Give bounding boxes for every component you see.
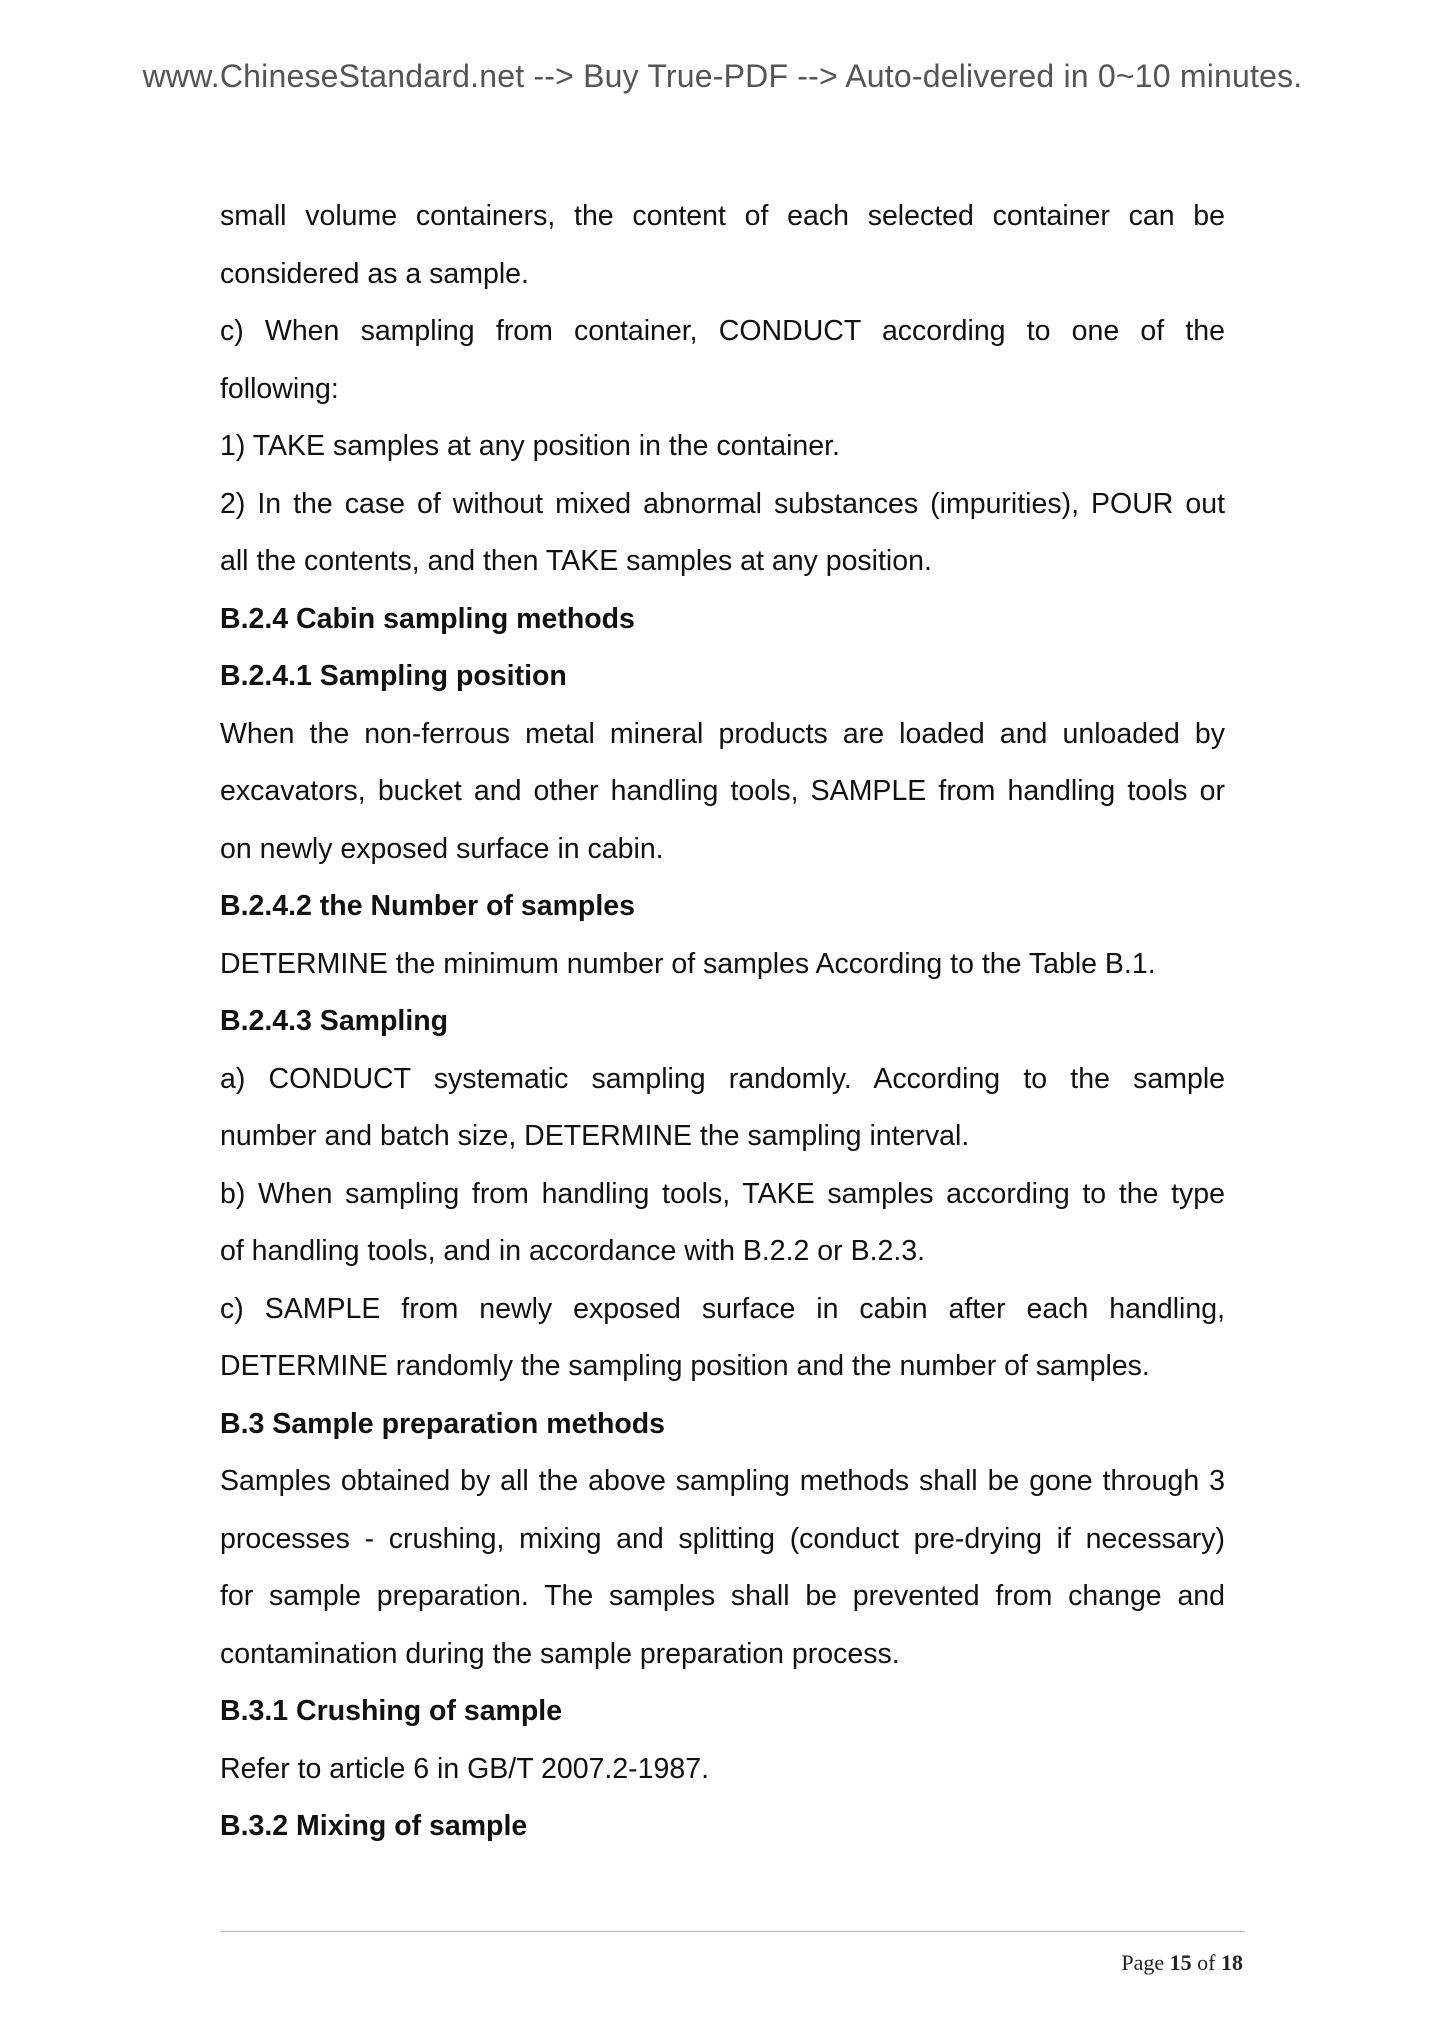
section-heading-b-2-4-3: B.2.4.3 Sampling <box>220 1005 449 1037</box>
body-line: following: <box>220 372 339 405</box>
page-label: Page <box>1121 1950 1165 1975</box>
body-line: for sample preparation. The samples shall be prevented from change and <box>220 1580 1225 1612</box>
current-page-number: 15 <box>1169 1950 1192 1975</box>
body-line: When the non-ferrous metal mineral products are loaded and unloaded by <box>220 717 1225 750</box>
body-line: a) CONDUCT systematic sampling randomly. According to the sample <box>220 1062 1225 1095</box>
body-line: small volume containers, the content of each selected container can be <box>220 200 1225 232</box>
body-line: 1) TAKE samples at any position in the container. <box>220 430 840 462</box>
page-header-banner: www.ChineseStandard.net --> Buy True-PDF --> Auto-delivered in 0~10 minutes. <box>142 58 1303 94</box>
body-line: excavators, bucket and other handling tools, SAMPLE from handling tools or <box>220 775 1225 807</box>
section-heading-b-3: B.3 Sample preparation methods <box>220 1407 666 1440</box>
body-line: considered as a sample. <box>220 257 529 290</box>
body-line: contamination during the sample preparation process. <box>220 1637 900 1670</box>
page-number-footer <box>1121 1950 1243 1976</box>
section-heading-b-2-4-1: B.2.4.1 Sampling position <box>220 660 567 692</box>
body-line: c) When sampling from container, CONDUCT according to one of the <box>220 315 1225 347</box>
section-heading-b-3-1: B.3.1 Crushing of sample <box>220 1695 563 1727</box>
document-body <box>220 188 1225 1856</box>
total-page-count: 18 <box>1221 1950 1243 1975</box>
body-line: Samples obtained by all the above sampling methods shall be gone through 3 <box>220 1465 1225 1497</box>
body-line: number and batch size, DETERMINE the sampling interval. <box>220 1120 970 1152</box>
body-line: DETERMINE the minimum number of samples According to the Table B.1. <box>220 947 1156 980</box>
body-line: b) When sampling from handling tools, TAKE samples according to the type <box>220 1177 1225 1210</box>
body-line: all the contents, and then TAKE samples at any position. <box>220 545 932 577</box>
body-line: Refer to article 6 in GB/T 2007.2-1987. <box>220 1752 709 1785</box>
section-heading-b-2-4-2: B.2.4.2 the Number of samples <box>220 890 635 922</box>
footer-divider <box>220 1931 1245 1932</box>
body-line: of handling tools, and in accordance with B.2.2 or B.2.3. <box>220 1235 926 1267</box>
body-line: processes - crushing, mixing and splitting (conduct pre-drying if necessary) <box>220 1522 1225 1555</box>
section-heading-b-2-4: B.2.4 Cabin sampling methods <box>220 602 635 635</box>
of-label: of <box>1197 1950 1216 1975</box>
body-line: DETERMINE randomly the sampling position and the number of samples. <box>220 1350 1150 1382</box>
body-line: c) SAMPLE from newly exposed surface in cabin after each handling, <box>220 1292 1225 1325</box>
section-heading-b-3-2: B.3.2 Mixing of sample <box>220 1810 528 1842</box>
body-line: 2) In the case of without mixed abnormal substances (impurities), POUR out <box>220 487 1225 520</box>
body-line: on newly exposed surface in cabin. <box>220 832 664 865</box>
